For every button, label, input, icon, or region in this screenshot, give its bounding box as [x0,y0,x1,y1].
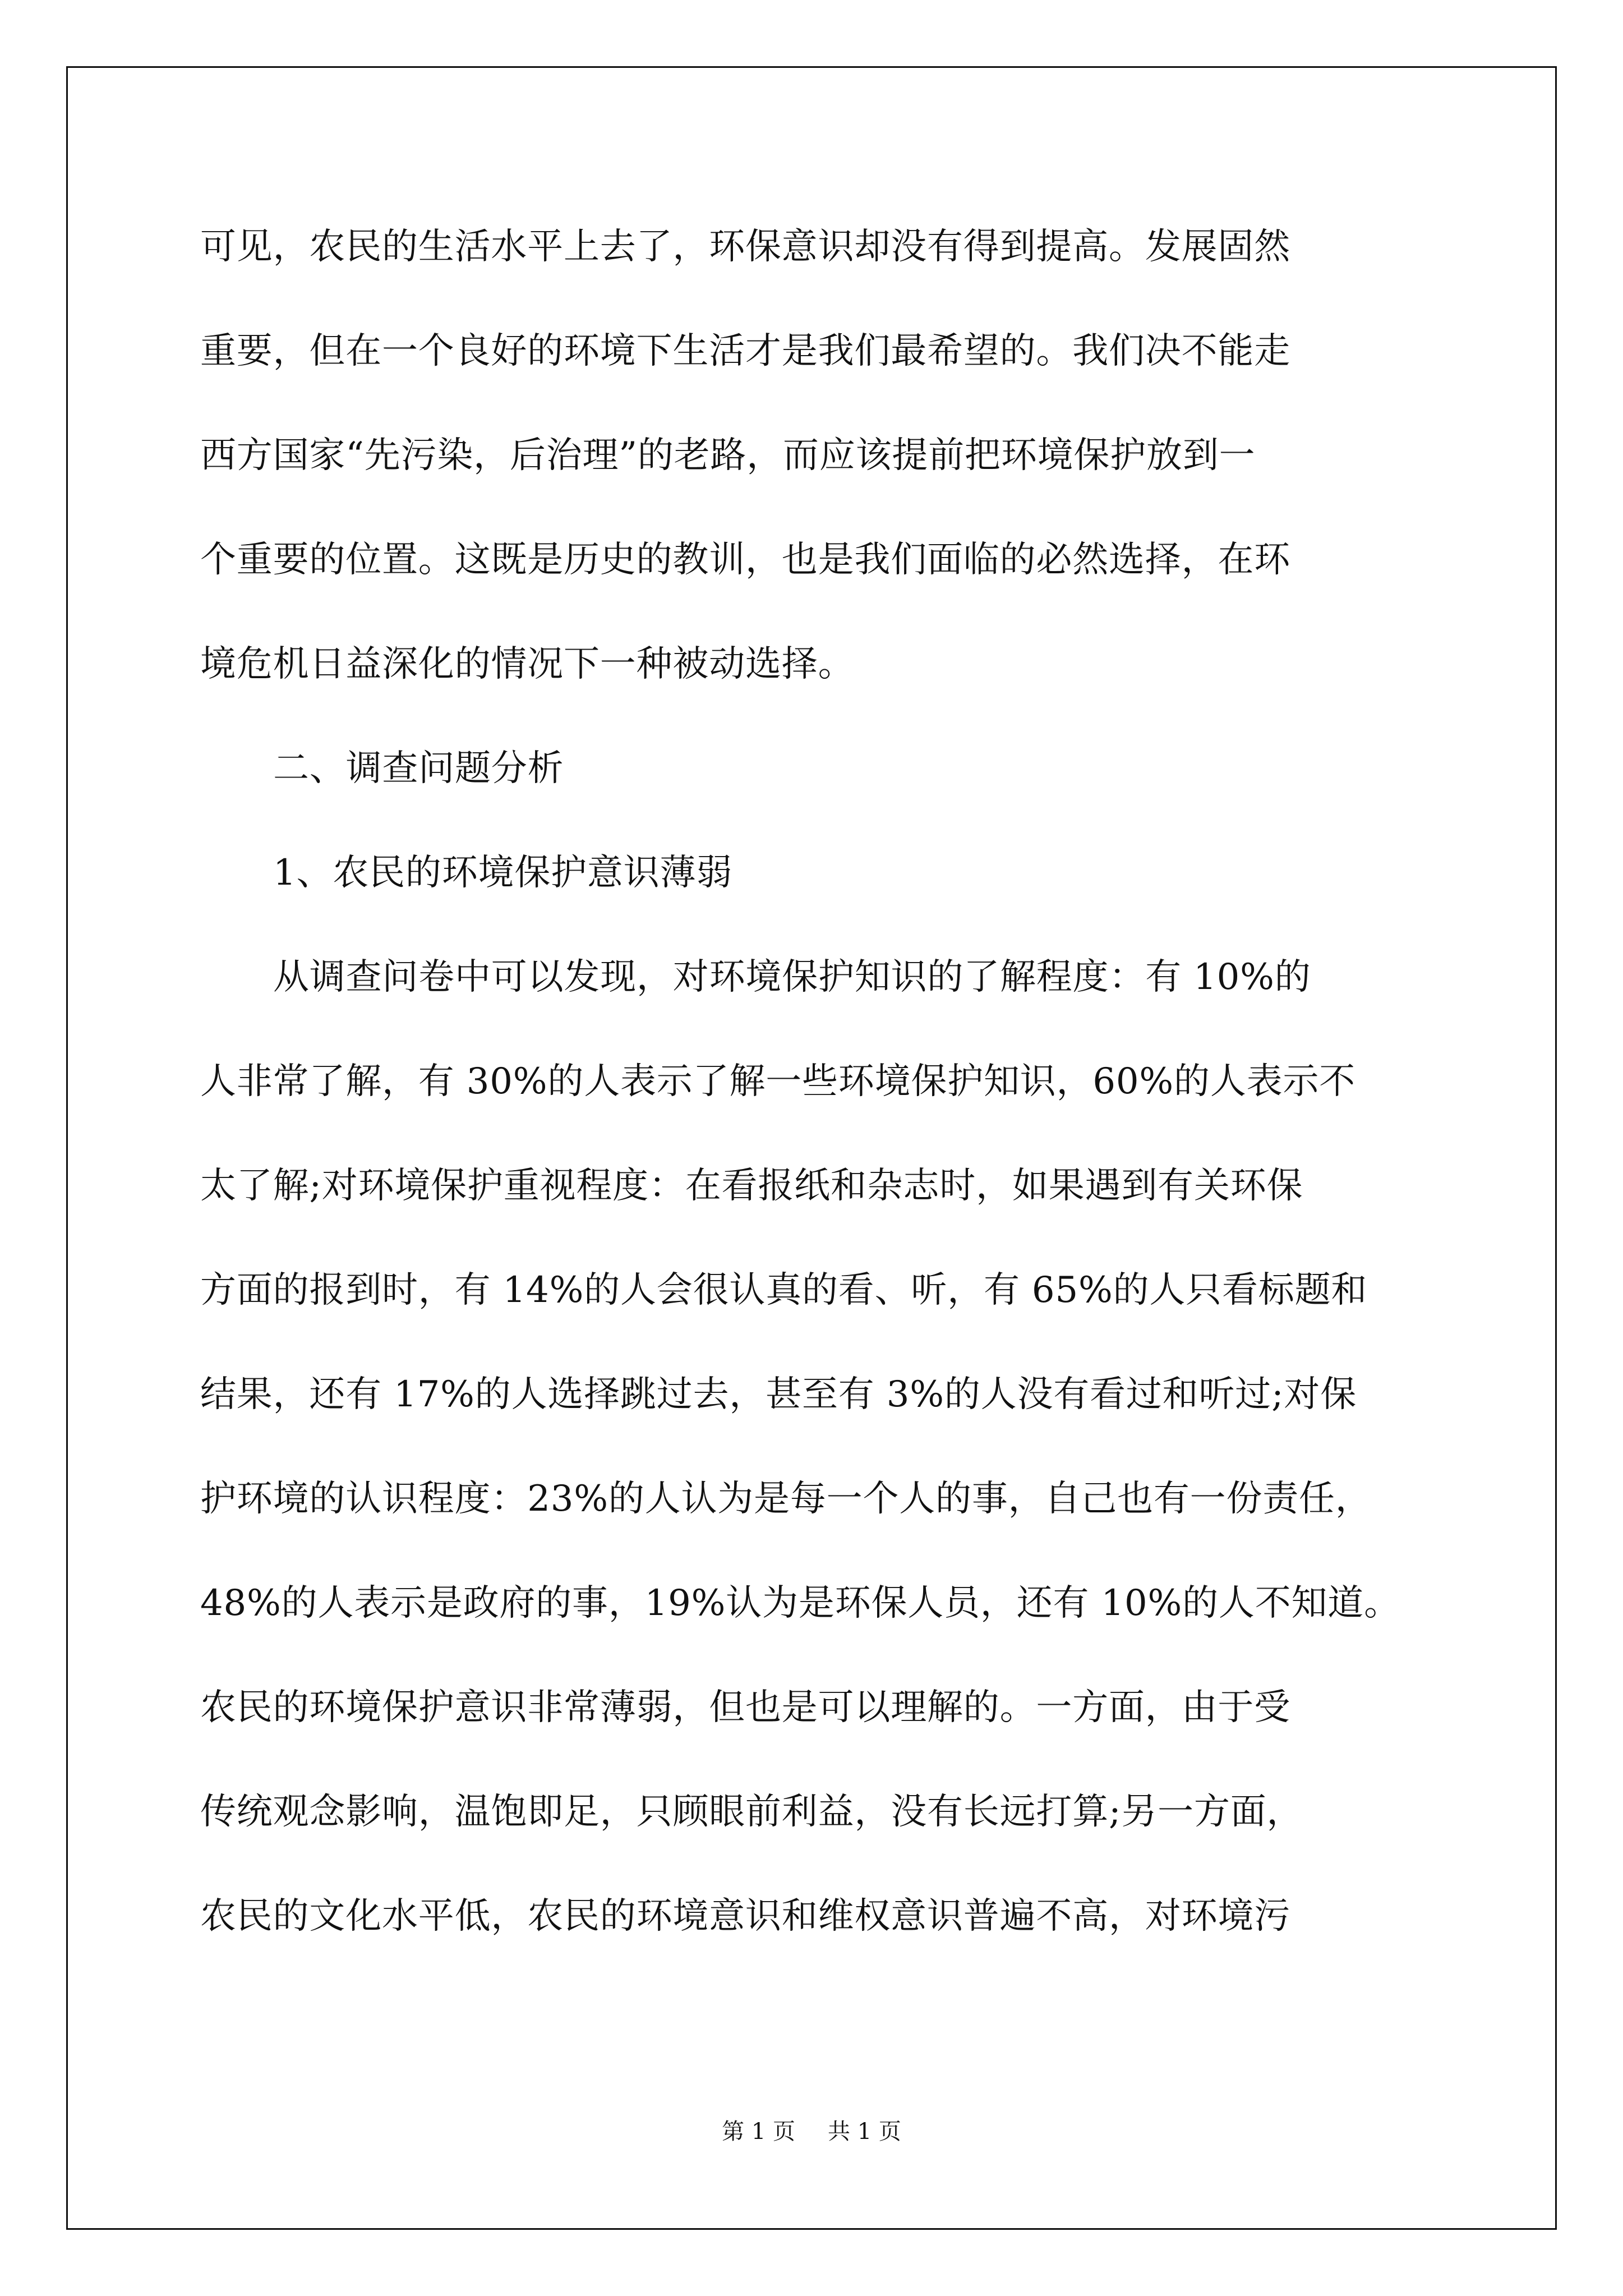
text-line: 西方国家“先污染，后治理”的老路，而应该提前把环境保护放到一 [200,435,1256,476]
text-line: 48%的人表示是政府的事，19%认为是环保人员，还有 10%的人不知道。 [200,1582,1400,1624]
page-footer [0,2118,1623,2146]
text-line: 结果，还有 17%的人选择跳过去，甚至有 3%的人没有看过和听过;对保 [200,1374,1357,1415]
text-line: 人非常了解，有 30%的人表示了解一些环境保护知识，60%的人表示不 [200,1061,1356,1102]
document-body [200,222,1427,1995]
text-line: 境危机日益深化的情况下一种被动选择。 [200,643,855,685]
text-line: 方面的报到时，有 14%的人会很认真的看、听，有 65%的人只看标题和 [200,1269,1368,1311]
text-line: 传统观念影响，温饱即足，只顾眼前利益，没有长远打算;另一方面， [200,1791,1303,1833]
text-line: 个重要的位置。这既是历史的教训，也是我们面临的必然选择，在环 [200,539,1290,581]
text-line: 重要，但在一个良好的环境下生活才是我们最希望的。我们决不能走 [200,330,1290,372]
page-total: 共 1 页 [828,2119,901,2145]
text-line: 护环境的认识程度：23%的人认为是每一个人的事，自己也有一份责任， [200,1478,1372,1520]
text-line: 可见，农民的生活水平上去了，环保意识却没有得到提高。发展固然 [200,226,1290,268]
page-number: 第 1 页 [722,2119,795,2145]
section-heading: 二、调查问题分析 [273,748,564,789]
text-line: 农民的文化水平低，农民的环境意识和维权意识普遍不高，对环境污 [200,1895,1290,1937]
text-line: 农民的环境保护意识非常薄弱，但也是可以理解的。一方面，由于受 [200,1687,1290,1728]
subsection-heading: 1、农民的环境保护意识薄弱 [273,852,733,894]
text-line: 太了解;对环境保护重视程度：在看报纸和杂志时，如果遇到有关环保 [200,1165,1303,1207]
paragraph-start-line: 从调查问卷中可以发现，对环境保护知识的了解程度：有 10%的 [273,956,1311,998]
